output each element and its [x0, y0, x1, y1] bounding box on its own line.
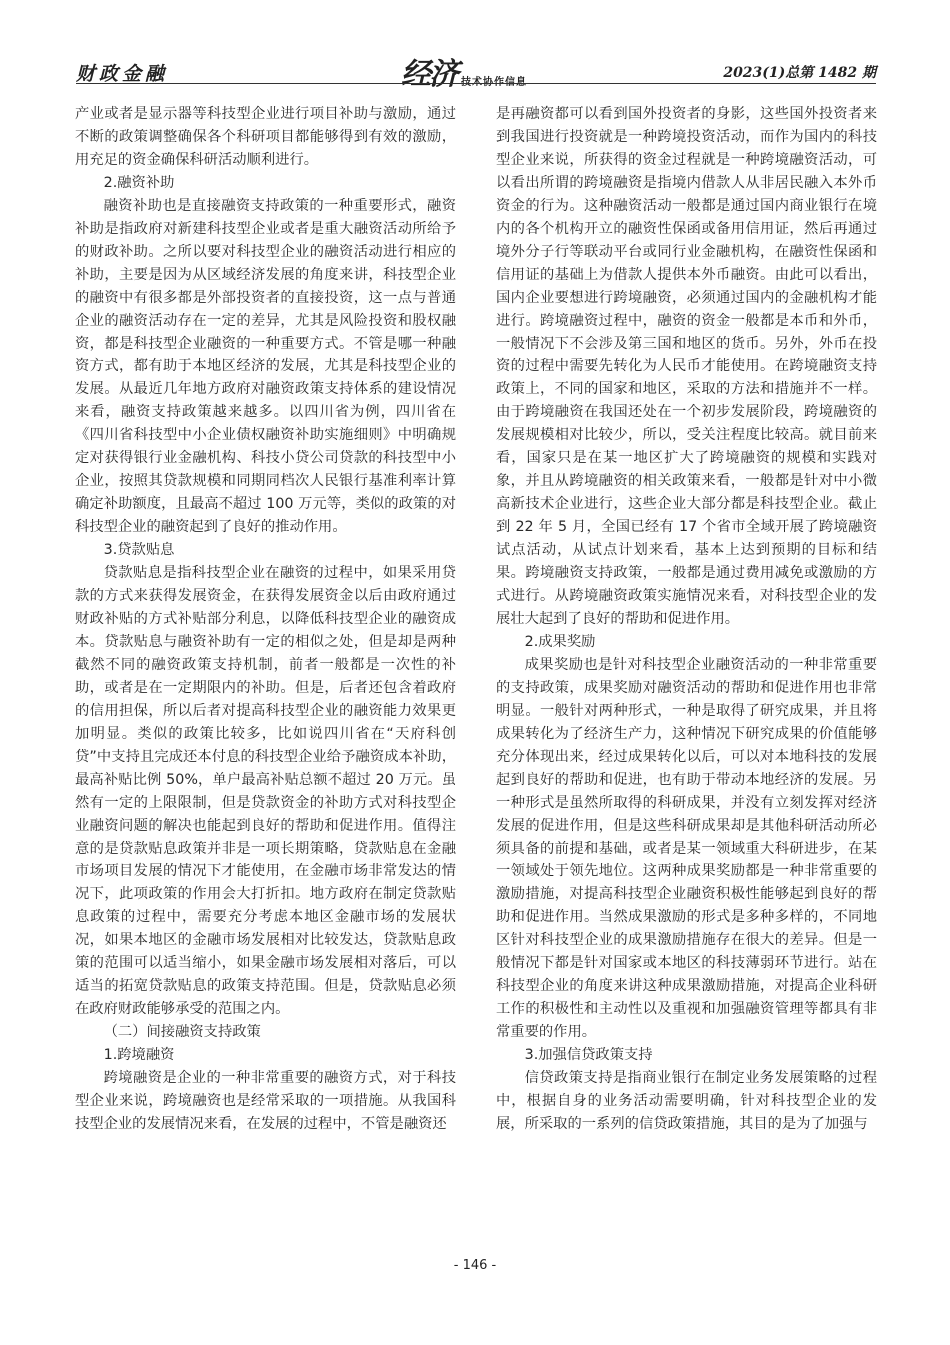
paragraph: 信贷政策支持是指商业银行在制定业务发展策略的过程中，根据自身的业务活动需要明确，针对科技型企业的发展，所采取的一系列的信贷政策措施，其目的是为了加强与 [496, 1070, 877, 1132]
subheading: 2.融资补助 [103, 174, 175, 191]
subheading: 1.跨境融资 [103, 1047, 175, 1064]
logo-sub-text: 技术协作信息 [461, 77, 527, 88]
page-header [76, 55, 876, 91]
page-number: - 146 - [453, 1258, 497, 1273]
section-heading: （二）间接融资支持政策 [103, 1024, 261, 1041]
left-column [75, 103, 456, 1136]
paragraph: 融资补助也是直接融资支持政策的一种重要形式，融资补助是指政府对新建科技型企业或者是重大融资活动所给予的财政补助。之所以要对科技型企业的融资活动进行相应的补助，主要是因为从区域经济发展的角度来讲，科技型企业的融资中有很多都是外部投资者的直接投资，这一点与普通企业的融资活动存在一定的差异，尤其是风险投资和股权融资，都是科技型企业融资的一种重要方式。不管是哪一种融资方式，都有助于本地区经济的发展，尤其是科技型企业的发展。从最近几年地方政府对融资政策支持体系的建设情况来看，融资支持政策越来越多。以四川省为例，四川省在《四川省科技型中小企业债权融资补助实施细则》中明确规定对获得银行业金融机构、科技小贷公司贷款的科技型中小企业，按照其贷款规模和同期同档次人民银行基准利率计算确定补助额度，且最高不超过 100 万元等，类似的政策的对科技型企业的融资起到了良好的推动作用。 [75, 197, 456, 536]
header-rule [76, 83, 876, 84]
subheading: 3.贷款贴息 [103, 542, 175, 559]
issue-number: 2023(1)总第 1482 期 [723, 65, 876, 81]
subheading: 2.成果奖励 [524, 633, 596, 650]
subheading: 3.加强信贷政策支持 [524, 1047, 653, 1064]
section-name: 财政金融 [76, 63, 169, 85]
paragraph: 产业或者是显示器等科技型企业进行项目补助与激励，通过不断的政策调整确保各个科研项目都能够得到有效的激励，用充足的资金确保科研活动顺利进行。 [75, 106, 456, 168]
paragraph: 成果奖励也是针对科技型企业融资活动的一种非常重要的支持政策，成果奖励对融资活动的帮助和促进作用也非常明显。一般针对两种形式，一种是取得了研究成果，并且将成果转化为了经济生产力，这种情况下研究成果的价值能够充分体现出来，经过成果转化以后，可以对本地科技的发展起到良好的帮助和促进，也有助于带动本地经济的发展。另一种形式是虽然所取得的科研成果，并没有立刻发挥对经济发展的促进作用，但是这些科研成果却是其他科研活动所必须具备的前提和基础，或者是某一领域重大科研进步，在某一领域处于领先地位。这两种成果奖励都是一种非常重要的激励措施，对提高科技型企业融资积极性能够起到良好的帮助和促进作用。当然成果激励的形式是多种多样的，不同地区针对科技型企业的成果激励措施存在很大的差异。但是一般情况下都是针对国家或本地区的科技薄弱环节进行。站在科技型企业的角度来讲这种成果激励措施，对提高企业科研工作的积极性和主动性以及重视和加强融资管理等都具有非常重要的作用。 [496, 656, 877, 1041]
right-column [496, 103, 877, 1136]
paragraph: 贷款贴息是指科技型企业在融资的过程中，如果采用贷款的方式来获得发展资金，在获得发展资金以后由政府通过财政补贴的方式补贴部分利息，以降低科技型企业的融资成本。贷款贴息与融资补助有一定的相似之处，但是却是两种截然不同的融资政策支持机制，前者一般都是一次性的补助，或者是在一定期限内的补助。但是，后者还包含着政府的信用担保，所以后者对提高科技型企业的融资能力效果更加明显。类似的政策比较多，比如说四川省在“天府科创贷”中支持且完成还本付息的科技型企业给予融资成本补助，最高补贴比例 50%，单户最高补贴总额不超过 20 万元。虽然有一定的上限限制，但是贷款资金的补助方式对科技型企业融资问题的解决也能起到良好的帮助和促进作用。值得注意的是贷款贴息政策并非是一项长期策略，贷款贴息在金融市场项目发展的情况下才能使用，在金融市场非常发达的情况下，此项政策的作用会大打折扣。地方政府在制定贷款贴息政策的过程中，需要充分考虑本地区金融市场的发展状况，如果本地区的金融市场发展相对比较发达，贷款贴息政策的范围可以适当缩小，如果金融市场发展相对落后，可以适当的拓宽贷款贴息的政策支持范围。但是，贷款贴息必须在政府财政能够承受的范围之内。 [75, 565, 456, 1018]
paragraph: 是再融资都可以看到国外投资者的身影，这些国外投资者来到我国进行投资就是一种跨境投资活动，而作为国内的科技型企业来说，所获得的资金过程就是一种跨境融资活动，可以看出所谓的跨境融资是指境内借款人从非居民融入本外币资金的行为。这种融资活动一般都是通过国内商业银行在境内的各个机构开立的融资性保函或备用信用证，然后再通过境外分子行等联动平台或同行业金融机构，在融资性保函和信用证的基础上为借款人提供本外币融资。由此可以看出，国内企业要想进行跨境融资，必须通过国内的金融机构才能进行。跨境融资过程中，融资的资金一般都是本币和外币，一般情况下不会涉及第三国和地区的货币。另外，外币在投资的过程中需要先转化为人民币才能使用。在跨境融资支持政策上，不同的国家和地区，采取的方法和措施并不一样。由于跨境融资在我国还处在一个初步发展阶段，跨境融资的发展规模相对比较少，所以，受关注程度比较高。就目前来看，国家只是在某一地区扩大了跨境融资的规模和实践对象，并且从跨境融资的相关政策来看，一般都是针对中小微高新技术企业进行，这些企业大部分都是科技型企业。截止到 22 年 5 月，全国已经有 17 个省市全域开展了跨境融资试点活动，从试点计划来看，基本上达到预期的目标和结果。跨境融资支持政策，一般都是通过费用减免或激励的方式进行。从跨境融资政策实施情况来看，对科技型企业的发展壮大起到了良好的帮助和促进作用。 [496, 106, 877, 627]
journal-logo [401, 49, 527, 93]
paragraph: 跨境融资是企业的一种非常重要的融资方式，对于科技型企业来说，跨境融资也是经常采取的一项措施。从我国科技型企业的发展情况来看，在发展的过程中，不管是融资还 [75, 1070, 456, 1132]
logo-main-text: 经济 [401, 57, 457, 92]
